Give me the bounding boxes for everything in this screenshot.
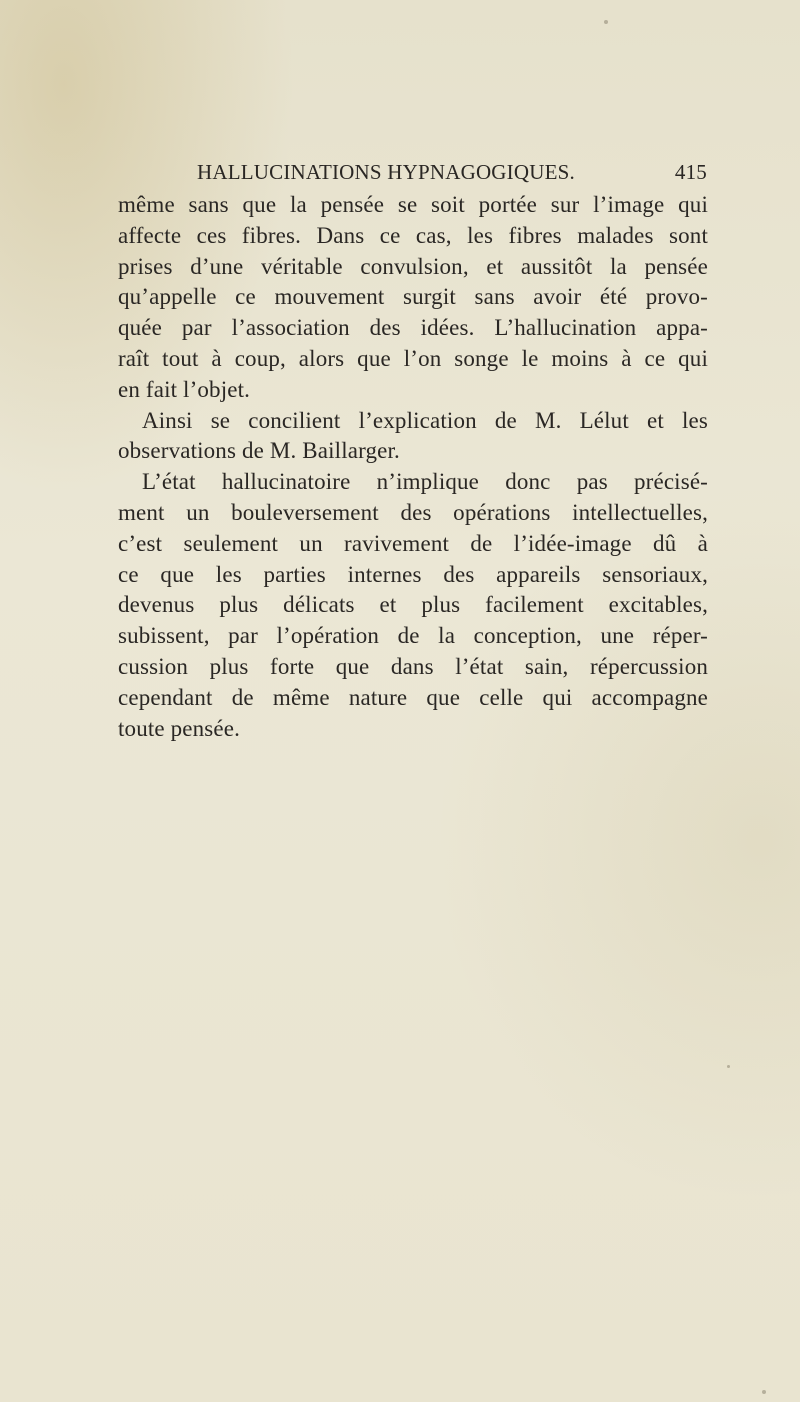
text-line: cussion plus forte que dans l’état sain, répercussion [118,653,708,679]
paper-speck [727,1065,730,1068]
running-title: HALLUCINATIONS HYPNAGOGIQUES. [197,160,575,184]
text-line: observations de M. Baillarger. [118,438,400,464]
text-line: devenus plus délicats et plus facilement excitables, [118,592,708,618]
page-header [197,160,707,190]
text-line: en fait l’objet. [118,376,251,402]
body-text [118,190,708,744]
text-line: cependant de même nature que celle qui accompagne [118,684,708,710]
text-line: c’est seulement un ravivement de l’idée-image dû à [118,530,708,556]
page-number: 415 [674,160,707,184]
text-line: ment un bouleversement des opérations intellectuelles, [118,499,708,525]
paper-speck [604,20,608,24]
text-line: même sans que la pensée se soit portée sur l’image qui [118,192,708,217]
text-line: Ainsi se concilient l’explication de M. Lélut et les [142,407,708,433]
text-line: L’état hallucinatoire n’implique donc pas précisé- [142,469,708,495]
paper-speck [762,1390,766,1394]
text-line: raît tout à coup, alors que l’on songe le moins à ce qui [118,345,708,371]
text-line: subissent, par l’opération de la conception, une réper- [118,623,708,649]
text-line: affecte ces fibres. Dans ce cas, les fibres malades sont [118,222,708,248]
text-line: ce que les parties internes des appareils sensoriaux, [118,561,708,587]
text-line: qu’appelle ce mouvement surgit sans avoir été provo- [118,284,708,310]
text-line: prises d’une véritable convulsion, et aussitôt la pensée [118,253,708,279]
text-line: quée par l’association des idées. L’hallucination appa- [118,315,708,341]
text-line: toute pensée. [118,715,241,741]
